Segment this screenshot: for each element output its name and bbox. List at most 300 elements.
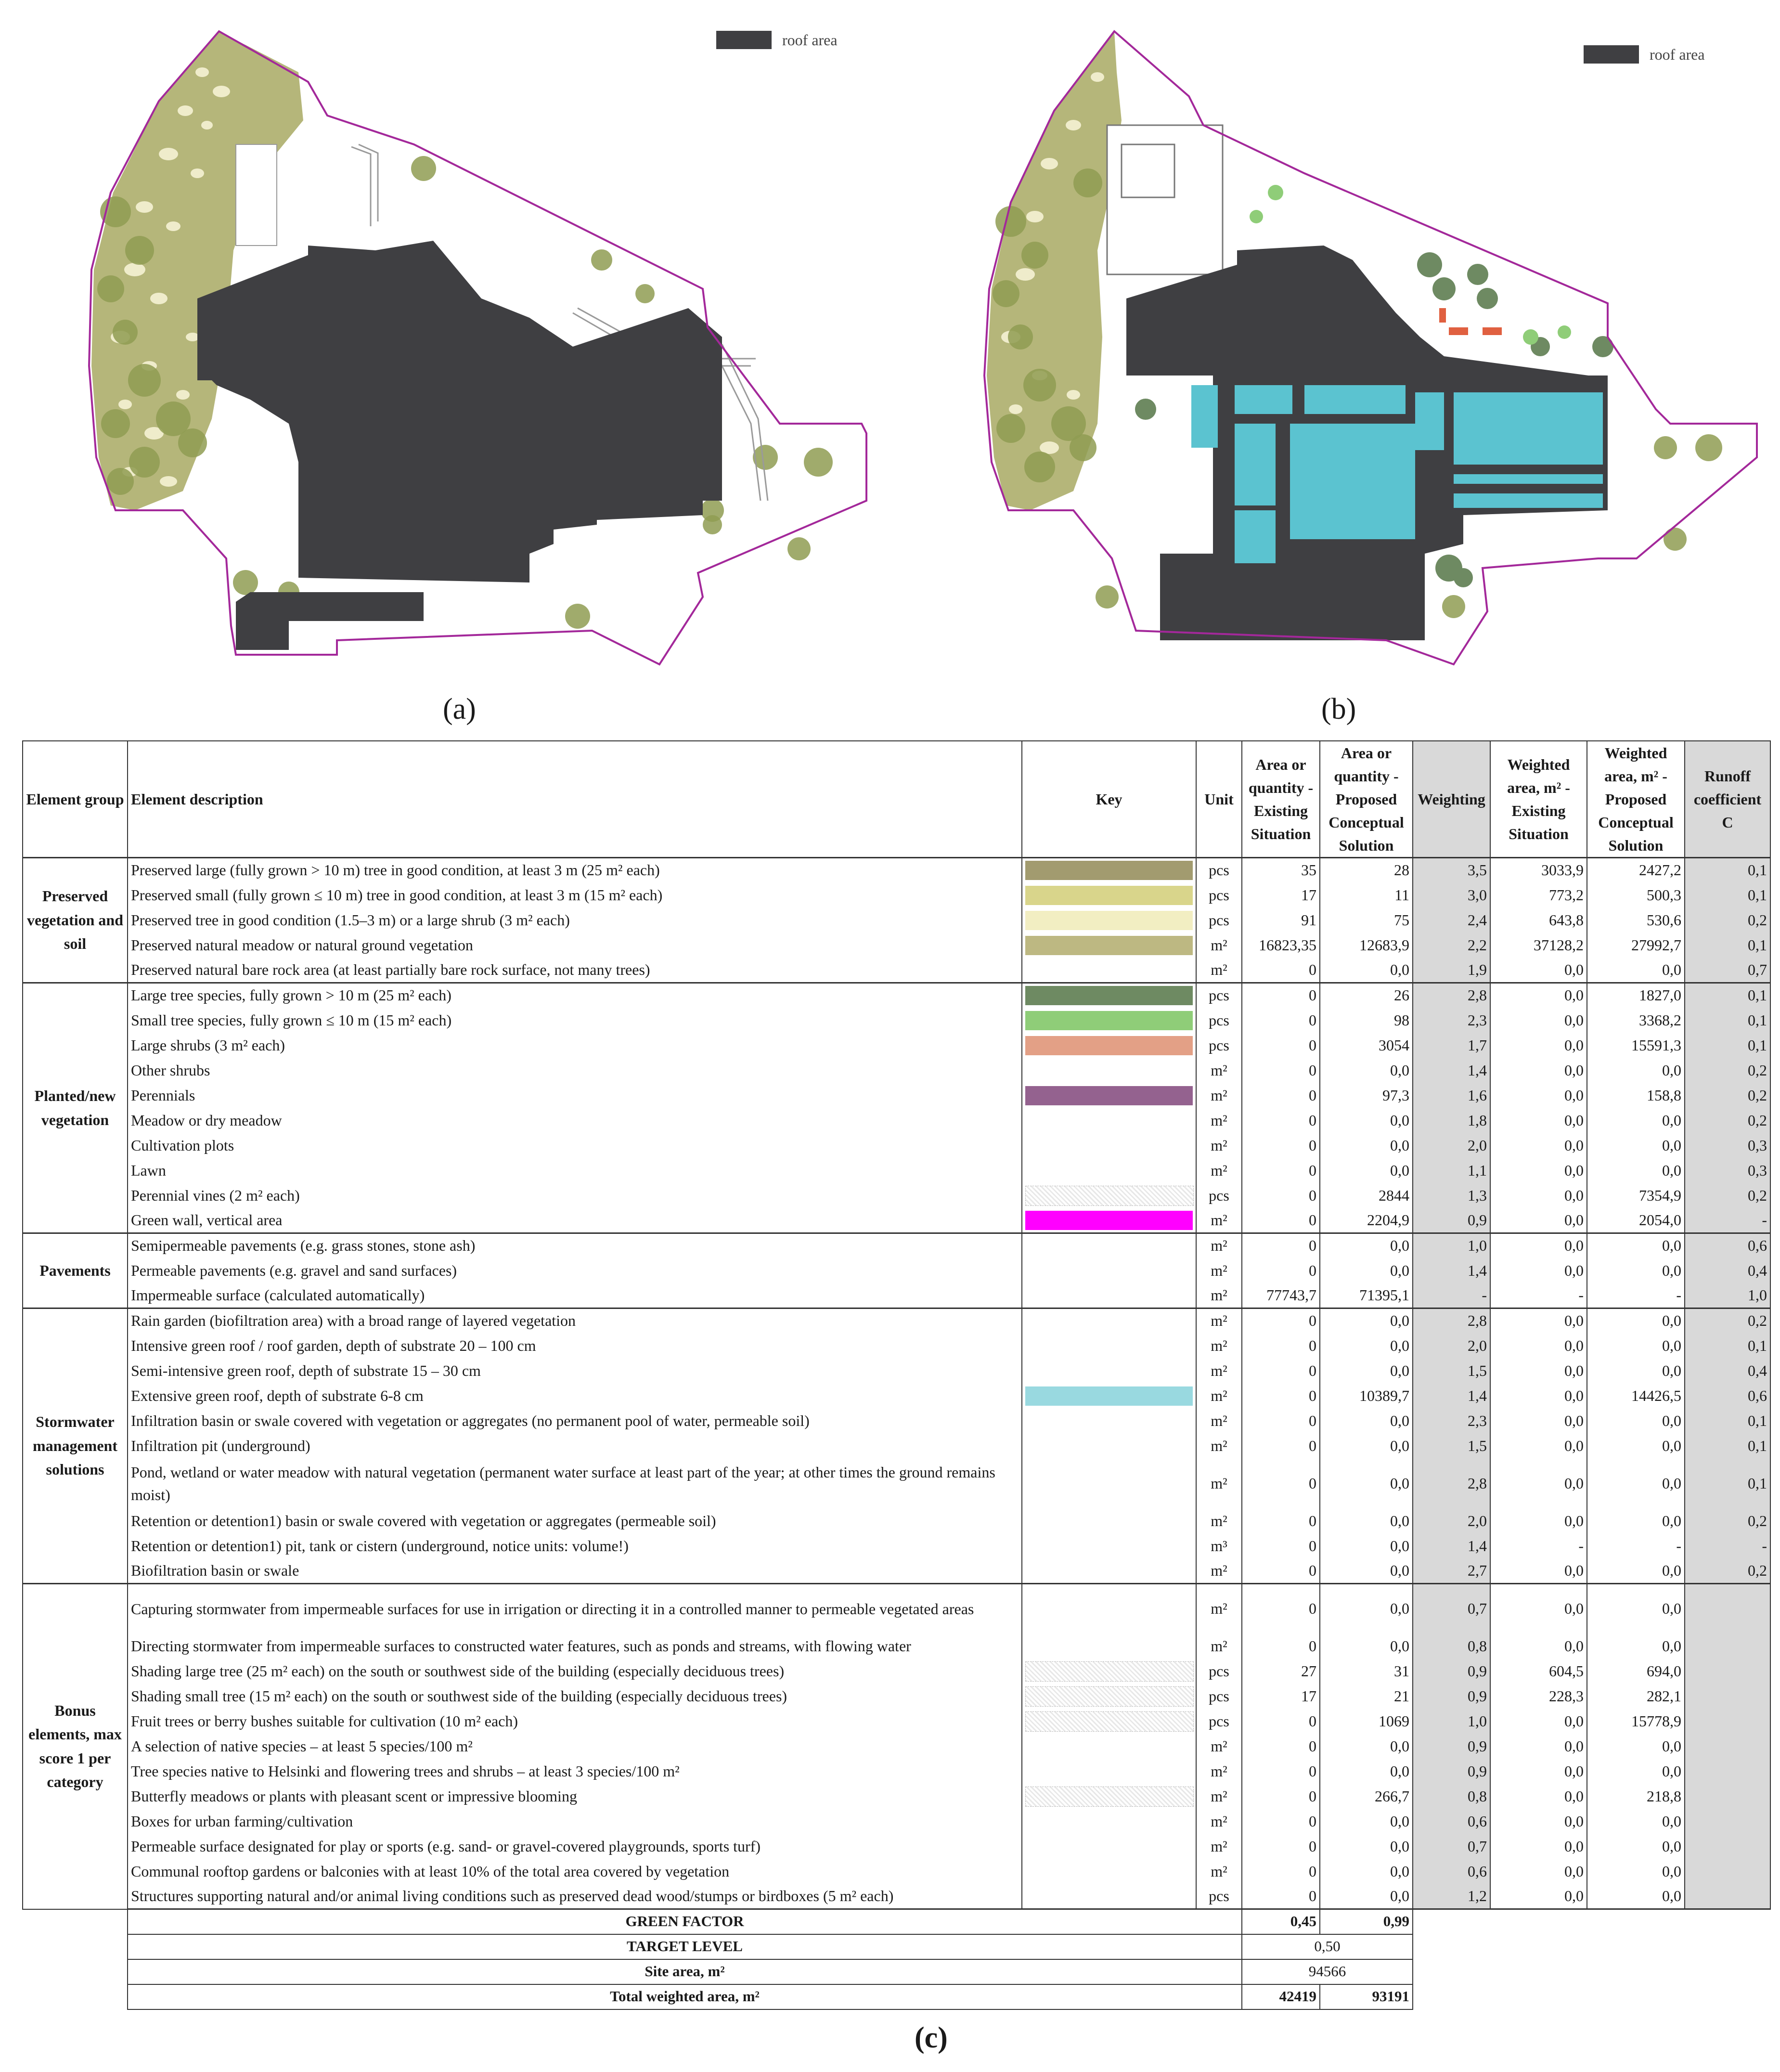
table-row — [23, 1409, 1770, 1434]
table-row — [23, 1584, 1770, 1634]
cell-wex: 37128,2 — [1490, 933, 1587, 958]
key-swatch-cell — [1022, 1208, 1196, 1233]
cell-wex: 0,0 — [1490, 1559, 1587, 1584]
key-swatch-cell — [1022, 1183, 1196, 1208]
cell-wex: 0,0 — [1490, 983, 1587, 1008]
table-row — [23, 1684, 1770, 1709]
cell-c: 0,1 — [1685, 933, 1770, 958]
cell-unit: m² — [1196, 1759, 1242, 1784]
element-description: Structures supporting natural and/or animal living conditions such as preserved dead wood/stumps or birdboxes (5 m² each) — [128, 1884, 1022, 1909]
cell-wpr: 1827,0 — [1587, 983, 1685, 1008]
cell-c — [1685, 1634, 1770, 1659]
cell-unit: m² — [1196, 1409, 1242, 1434]
key-swatch-cell — [1022, 1359, 1196, 1384]
cell-c: - — [1685, 1208, 1770, 1233]
cell-wex: 643,8 — [1490, 908, 1587, 933]
total-weighted-label: Total weighted area, m² — [128, 1984, 1242, 2009]
cell-wpr: 2427,2 — [1587, 858, 1685, 883]
legend-a — [716, 31, 838, 49]
cell-pr: 1069 — [1320, 1709, 1413, 1734]
key-swatch-cell — [1022, 1158, 1196, 1183]
key-swatch-cell — [1022, 1283, 1196, 1308]
cell-wpr: 27992,7 — [1587, 933, 1685, 958]
cell-unit: pcs — [1196, 908, 1242, 933]
cell-c: 0,1 — [1685, 1008, 1770, 1033]
cell-w: 2,8 — [1413, 983, 1490, 1008]
cell-pr: 0,0 — [1320, 1334, 1413, 1359]
key-swatch — [1025, 886, 1193, 905]
cell-c — [1685, 1834, 1770, 1859]
key-swatch-cell — [1022, 1258, 1196, 1283]
table-row — [23, 1308, 1770, 1334]
cell-w: 3,5 — [1413, 858, 1490, 883]
cell-wex: 773,2 — [1490, 883, 1587, 908]
cell-pr: 26 — [1320, 983, 1413, 1008]
cell-wpr: 0,0 — [1587, 1308, 1685, 1334]
element-description: Capturing stormwater from impermeable surfaces for use in irrigation or directing it in a controlled manner to permeable vegetated areas — [128, 1584, 1022, 1634]
table-row — [23, 1334, 1770, 1359]
cell-wex: 0,0 — [1490, 1859, 1587, 1884]
cell-wex: 0,0 — [1490, 1258, 1587, 1283]
new-shrubs — [1439, 308, 1502, 335]
cell-wex: 0,0 — [1490, 1809, 1587, 1834]
element-description: Impermeable surface (calculated automatically) — [128, 1283, 1022, 1308]
table-row — [23, 1759, 1770, 1784]
cell-wex: 0,0 — [1490, 1409, 1587, 1434]
cell-unit: m² — [1196, 1108, 1242, 1133]
element-description: Retention or detention1) pit, tank or cistern (underground, notice units: volume!) — [128, 1534, 1022, 1559]
cell-wex: 0,0 — [1490, 1459, 1587, 1509]
key-swatch-cell — [1022, 1659, 1196, 1684]
key-swatch-cell — [1022, 1859, 1196, 1884]
element-description: Preserved natural meadow or natural ground vegetation — [128, 933, 1022, 958]
target-level-row — [23, 1934, 1770, 1959]
cell-wpr: 0,0 — [1587, 1734, 1685, 1759]
cell-wpr: 0,0 — [1587, 1759, 1685, 1784]
cell-pr: 75 — [1320, 908, 1413, 933]
header-runoff: Runoff coefficient C — [1685, 741, 1770, 858]
cell-w: 0,9 — [1413, 1659, 1490, 1684]
table-row — [23, 1784, 1770, 1809]
cell-wex: - — [1490, 1283, 1587, 1308]
cell-pr: 0,0 — [1320, 1233, 1413, 1258]
key-swatch-cell — [1022, 958, 1196, 983]
element-description: Lawn — [128, 1158, 1022, 1183]
cell-ex: 0 — [1242, 1509, 1320, 1534]
cell-ex: 0 — [1242, 1809, 1320, 1834]
table-row — [23, 1008, 1770, 1033]
cell-wex: 3033,9 — [1490, 858, 1587, 883]
cell-pr: 0,0 — [1320, 1859, 1413, 1884]
cell-w: 0,9 — [1413, 1208, 1490, 1233]
table-row — [23, 1859, 1770, 1884]
cell-ex: 0 — [1242, 1258, 1320, 1283]
element-description: Fruit trees or berry bushes suitable for cultivation (10 m² each) — [128, 1709, 1022, 1734]
cell-pr: 0,0 — [1320, 1734, 1413, 1759]
cell-unit: m² — [1196, 1258, 1242, 1283]
cell-pr: 0,0 — [1320, 1133, 1413, 1158]
cell-wpr: 0,0 — [1587, 1434, 1685, 1459]
element-group-cell: Stormwater management solutions — [23, 1308, 128, 1584]
element-description: Permeable surface designated for play or sports (e.g. sand- or gravel-covered playgrounds, sports turf) — [128, 1834, 1022, 1859]
cell-wex: 0,0 — [1490, 1634, 1587, 1659]
caption-a: (a) — [443, 693, 476, 725]
cell-c: 0,3 — [1685, 1133, 1770, 1158]
cell-c — [1685, 1684, 1770, 1709]
cell-c — [1685, 1809, 1770, 1834]
site-plan-existing — [0, 0, 890, 725]
cell-c: 0,1 — [1685, 1434, 1770, 1459]
table-row — [23, 858, 1770, 883]
cell-ex: 0 — [1242, 1083, 1320, 1108]
header-unit: Unit — [1196, 741, 1242, 858]
cell-unit: pcs — [1196, 1884, 1242, 1909]
target-level-value: 0,50 — [1242, 1934, 1413, 1959]
cell-wpr: 0,0 — [1587, 1834, 1685, 1859]
cell-wex: 0,0 — [1490, 1108, 1587, 1133]
cell-w: 2,0 — [1413, 1509, 1490, 1534]
table-row — [23, 1634, 1770, 1659]
cell-w: 1,4 — [1413, 1058, 1490, 1083]
key-swatch — [1025, 1686, 1194, 1707]
cell-pr: 3054 — [1320, 1033, 1413, 1058]
key-swatch-cell — [1022, 1033, 1196, 1058]
cell-w: 1,4 — [1413, 1258, 1490, 1283]
cell-pr: 31 — [1320, 1659, 1413, 1684]
cell-pr: 0,0 — [1320, 1258, 1413, 1283]
cell-w: - — [1413, 1283, 1490, 1308]
cell-ex: 16823,35 — [1242, 933, 1320, 958]
cell-wpr: 0,0 — [1587, 1884, 1685, 1909]
roof-swatch — [716, 31, 772, 49]
cell-pr: 0,0 — [1320, 1809, 1413, 1834]
cell-wpr: 500,3 — [1587, 883, 1685, 908]
cell-wpr: 218,8 — [1587, 1784, 1685, 1809]
cell-wpr: 15591,3 — [1587, 1033, 1685, 1058]
cell-unit: m² — [1196, 1359, 1242, 1384]
cell-pr: 2844 — [1320, 1183, 1413, 1208]
element-description: Perennials — [128, 1083, 1022, 1108]
cell-ex: 0 — [1242, 1584, 1320, 1634]
cell-wpr: 282,1 — [1587, 1684, 1685, 1709]
element-description: Butterfly meadows or plants with pleasant scent or impressive blooming — [128, 1784, 1022, 1809]
cell-unit: m² — [1196, 1834, 1242, 1859]
table-row — [23, 1183, 1770, 1208]
cell-ex: 0 — [1242, 1434, 1320, 1459]
cell-w: 0,8 — [1413, 1634, 1490, 1659]
cell-unit: m² — [1196, 1158, 1242, 1183]
cell-w: 1,2 — [1413, 1884, 1490, 1909]
cell-unit: m² — [1196, 1058, 1242, 1083]
table-header-row — [23, 741, 1770, 858]
key-swatch-cell — [1022, 1008, 1196, 1033]
cell-wex: 0,0 — [1490, 1183, 1587, 1208]
key-swatch-cell — [1022, 1434, 1196, 1459]
cell-pr: 0,0 — [1320, 1058, 1413, 1083]
cell-wex: 0,0 — [1490, 1834, 1587, 1859]
cell-w: 0,6 — [1413, 1859, 1490, 1884]
table-row — [23, 1659, 1770, 1684]
cell-wpr: 0,0 — [1587, 1859, 1685, 1884]
table-row — [23, 1083, 1770, 1108]
cell-c: - — [1685, 1534, 1770, 1559]
cell-c — [1685, 1659, 1770, 1684]
cell-wex: 0,0 — [1490, 1359, 1587, 1384]
cell-w: 1,4 — [1413, 1384, 1490, 1409]
site-plan-proposed — [890, 0, 1780, 725]
key-swatch — [1025, 1186, 1194, 1206]
cell-c: 0,1 — [1685, 883, 1770, 908]
cell-pr: 0,0 — [1320, 1834, 1413, 1859]
cell-w: 0,8 — [1413, 1784, 1490, 1809]
cell-pr: 2204,9 — [1320, 1208, 1413, 1233]
cell-ex: 0 — [1242, 1559, 1320, 1584]
cell-unit: m² — [1196, 1083, 1242, 1108]
key-swatch-cell — [1022, 1559, 1196, 1584]
table-row — [23, 1809, 1770, 1834]
cell-unit: m² — [1196, 1809, 1242, 1834]
key-swatch — [1025, 986, 1193, 1005]
element-description: Permeable pavements (e.g. gravel and sand surfaces) — [128, 1258, 1022, 1283]
header-weighted-existing: Weighted area, m² - Existing Situation — [1490, 741, 1587, 858]
cell-pr: 0,0 — [1320, 1459, 1413, 1509]
cell-c: 0,2 — [1685, 1058, 1770, 1083]
cell-c: 0,1 — [1685, 1334, 1770, 1359]
cell-wpr: 694,0 — [1587, 1659, 1685, 1684]
element-description: Semi-intensive green roof, depth of substrate 15 – 30 cm — [128, 1359, 1022, 1384]
total-weighted-row — [23, 1984, 1770, 2009]
cell-ex: 0 — [1242, 1308, 1320, 1334]
key-swatch-cell — [1022, 1108, 1196, 1133]
total-weighted-proposed: 93191 — [1320, 1984, 1413, 2009]
element-description: Retention or detention1) basin or swale covered with vegetation or aggregates (permeable soil) — [128, 1509, 1022, 1534]
cell-wex: 0,0 — [1490, 1784, 1587, 1809]
cell-pr: 0,0 — [1320, 1584, 1413, 1634]
table-row — [23, 1033, 1770, 1058]
green-factor-label: GREEN FACTOR — [128, 1909, 1242, 1934]
element-description: Pond, wetland or water meadow with natural vegetation (permanent water surface at least part of the year; at other times the ground remains moist) — [128, 1459, 1022, 1509]
legend-b — [1584, 45, 1705, 64]
green-factor-row — [23, 1909, 1770, 1934]
element-description: Other shrubs — [128, 1058, 1022, 1083]
caption-b: (b) — [1321, 693, 1356, 725]
cell-pr: 0,0 — [1320, 1634, 1413, 1659]
cell-c: 0,4 — [1685, 1359, 1770, 1384]
total-weighted-existing: 42419 — [1242, 1984, 1320, 2009]
cell-w: 0,6 — [1413, 1809, 1490, 1834]
header-description: Element description — [128, 741, 1022, 858]
key-swatch-cell — [1022, 1459, 1196, 1509]
key-swatch-cell — [1022, 1384, 1196, 1409]
cell-c: 0,6 — [1685, 1384, 1770, 1409]
key-swatch-cell — [1022, 858, 1196, 883]
cell-w: 2,2 — [1413, 933, 1490, 958]
cell-ex: 0 — [1242, 1233, 1320, 1258]
cell-wpr: 530,6 — [1587, 908, 1685, 933]
cell-c: 0,2 — [1685, 908, 1770, 933]
cell-wpr: 0,0 — [1587, 1559, 1685, 1584]
table-row — [23, 1258, 1770, 1283]
element-description: Preserved large (fully grown > 10 m) tree in good condition, at least 3 m (25 m² each) — [128, 858, 1022, 883]
key-swatch — [1025, 936, 1193, 955]
element-group-cell: Planted/new vegetation — [23, 983, 128, 1233]
cell-wpr: 0,0 — [1587, 1584, 1685, 1634]
cell-ex: 0 — [1242, 1409, 1320, 1434]
header-weighted-proposed: Weighted area, m² - Proposed Conceptual Solution — [1587, 741, 1685, 858]
table-row — [23, 883, 1770, 908]
table-row — [23, 983, 1770, 1008]
cell-w: 2,4 — [1413, 908, 1490, 933]
cell-w: 1,9 — [1413, 958, 1490, 983]
cell-pr: 28 — [1320, 858, 1413, 883]
element-description: Intensive green roof / roof garden, depth of substrate 20 – 100 cm — [128, 1334, 1022, 1359]
cell-pr: 0,0 — [1320, 1158, 1413, 1183]
cell-unit: pcs — [1196, 858, 1242, 883]
cell-unit: m² — [1196, 1509, 1242, 1534]
table-row — [23, 1559, 1770, 1584]
key-swatch — [1025, 1086, 1193, 1105]
cell-wpr: 0,0 — [1587, 958, 1685, 983]
key-swatch-cell — [1022, 1534, 1196, 1559]
cell-ex: 0 — [1242, 1859, 1320, 1884]
cell-pr: 71395,1 — [1320, 1283, 1413, 1308]
cell-w: 1,1 — [1413, 1158, 1490, 1183]
element-description: Perennial vines (2 m² each) — [128, 1183, 1022, 1208]
cell-c: 0,2 — [1685, 1559, 1770, 1584]
cell-unit: m² — [1196, 1784, 1242, 1809]
plan-b-drawing — [890, 0, 1780, 688]
key-swatch-cell — [1022, 1509, 1196, 1534]
cell-wpr: 15778,9 — [1587, 1709, 1685, 1734]
cell-w: 1,7 — [1413, 1033, 1490, 1058]
green-factor-table-wrap — [22, 740, 1771, 2010]
element-description: Cultivation plots — [128, 1133, 1022, 1158]
table-row — [23, 1233, 1770, 1258]
cell-wex: 0,0 — [1490, 1208, 1587, 1233]
element-description: Green wall, vertical area — [128, 1208, 1022, 1233]
element-description: Extensive green roof, depth of substrate 6-8 cm — [128, 1384, 1022, 1409]
cell-wpr: 0,0 — [1587, 1509, 1685, 1534]
cell-wpr: 158,8 — [1587, 1083, 1685, 1108]
cell-w: 1,6 — [1413, 1083, 1490, 1108]
cell-ex: 0 — [1242, 1108, 1320, 1133]
cell-ex: 0 — [1242, 1033, 1320, 1058]
cell-pr: 0,0 — [1320, 1359, 1413, 1384]
cell-pr: 0,0 — [1320, 1434, 1413, 1459]
cell-unit: pcs — [1196, 1709, 1242, 1734]
cell-pr: 0,0 — [1320, 1534, 1413, 1559]
cell-wex: 0,0 — [1490, 1083, 1587, 1108]
cell-wpr: 3368,2 — [1587, 1008, 1685, 1033]
cell-w: 0,7 — [1413, 1584, 1490, 1634]
cell-c: 0,2 — [1685, 1509, 1770, 1534]
cell-wpr: 2054,0 — [1587, 1208, 1685, 1233]
cell-wpr: 14426,5 — [1587, 1384, 1685, 1409]
cell-ex: 0 — [1242, 1884, 1320, 1909]
cell-wpr: 0,0 — [1587, 1058, 1685, 1083]
cell-unit: pcs — [1196, 983, 1242, 1008]
plan-a-drawing — [0, 0, 890, 688]
cell-pr: 0,0 — [1320, 1559, 1413, 1584]
cell-wex: 0,0 — [1490, 1308, 1587, 1334]
table-row — [23, 1158, 1770, 1183]
cell-unit: pcs — [1196, 1033, 1242, 1058]
table-row — [23, 1384, 1770, 1409]
cell-wex: 0,0 — [1490, 1434, 1587, 1459]
element-group-cell: Preserved vegetation and soil — [23, 858, 128, 983]
cell-ex: 0 — [1242, 1634, 1320, 1659]
element-description: Preserved natural bare rock area (at least partially bare rock surface, not many trees) — [128, 958, 1022, 983]
cell-c: 0,1 — [1685, 858, 1770, 883]
cell-wpr: 0,0 — [1587, 1158, 1685, 1183]
cell-c — [1685, 1759, 1770, 1784]
cell-wex: 0,0 — [1490, 1709, 1587, 1734]
cell-wex: 0,0 — [1490, 1008, 1587, 1033]
site-area-label: Site area, m² — [128, 1959, 1242, 1984]
key-swatch-cell — [1022, 1684, 1196, 1709]
cell-c: 1,0 — [1685, 1283, 1770, 1308]
cell-w: 2,8 — [1413, 1308, 1490, 1334]
cell-wpr: - — [1587, 1534, 1685, 1559]
key-swatch — [1025, 1787, 1194, 1807]
legend-label: roof area — [1650, 45, 1705, 63]
cell-wpr: 0,0 — [1587, 1334, 1685, 1359]
cell-ex: 35 — [1242, 858, 1320, 883]
cell-wex: 0,0 — [1490, 1133, 1587, 1158]
caption-c: (c) — [915, 2021, 948, 2054]
cell-unit: pcs — [1196, 1684, 1242, 1709]
cell-c: 0,2 — [1685, 1183, 1770, 1208]
table-row — [23, 1534, 1770, 1559]
cell-unit: m² — [1196, 933, 1242, 958]
header-group: Element group — [23, 741, 128, 858]
key-swatch-cell — [1022, 1083, 1196, 1108]
key-swatch — [1025, 911, 1193, 930]
cell-pr: 0,0 — [1320, 958, 1413, 983]
element-description: Infiltration basin or swale covered with vegetation or aggregates (no permanent pool of water, permeable soil) — [128, 1409, 1022, 1434]
cell-wex: 0,0 — [1490, 1759, 1587, 1784]
table-row — [23, 1734, 1770, 1759]
site-area-value: 94566 — [1242, 1959, 1413, 1984]
cell-wex: 0,0 — [1490, 1734, 1587, 1759]
element-description: Shading small tree (15 m² each) on the south or southwest side of the building (especially deciduous trees) — [128, 1684, 1022, 1709]
cell-unit: m² — [1196, 1559, 1242, 1584]
key-swatch-cell — [1022, 1334, 1196, 1359]
cell-wpr: 0,0 — [1587, 1809, 1685, 1834]
cell-ex: 0 — [1242, 1459, 1320, 1509]
roof-swatch — [1584, 45, 1639, 64]
header-existing: Area or quantity - Existing Situation — [1242, 741, 1320, 858]
key-swatch-cell — [1022, 1759, 1196, 1784]
element-description: Tree species native to Helsinki and flowering trees and shrubs – at least 3 species/100 m² — [128, 1759, 1022, 1784]
cell-pr: 0,0 — [1320, 1308, 1413, 1334]
key-swatch-cell — [1022, 908, 1196, 933]
green-factor-proposed: 0,99 — [1320, 1909, 1413, 1934]
cell-c: 0,4 — [1685, 1258, 1770, 1283]
cell-ex: 0 — [1242, 1534, 1320, 1559]
cell-wex: 0,0 — [1490, 1233, 1587, 1258]
table-row — [23, 1208, 1770, 1233]
cell-wpr: 0,0 — [1587, 1108, 1685, 1133]
cell-ex: 0 — [1242, 1784, 1320, 1809]
cell-c: 0,2 — [1685, 1108, 1770, 1133]
cell-pr: 0,0 — [1320, 1409, 1413, 1434]
cell-wpr: 0,0 — [1587, 1459, 1685, 1509]
cell-w: 2,3 — [1413, 1008, 1490, 1033]
table-row — [23, 1434, 1770, 1459]
element-description: Large shrubs (3 m² each) — [128, 1033, 1022, 1058]
cell-ex: 0 — [1242, 958, 1320, 983]
